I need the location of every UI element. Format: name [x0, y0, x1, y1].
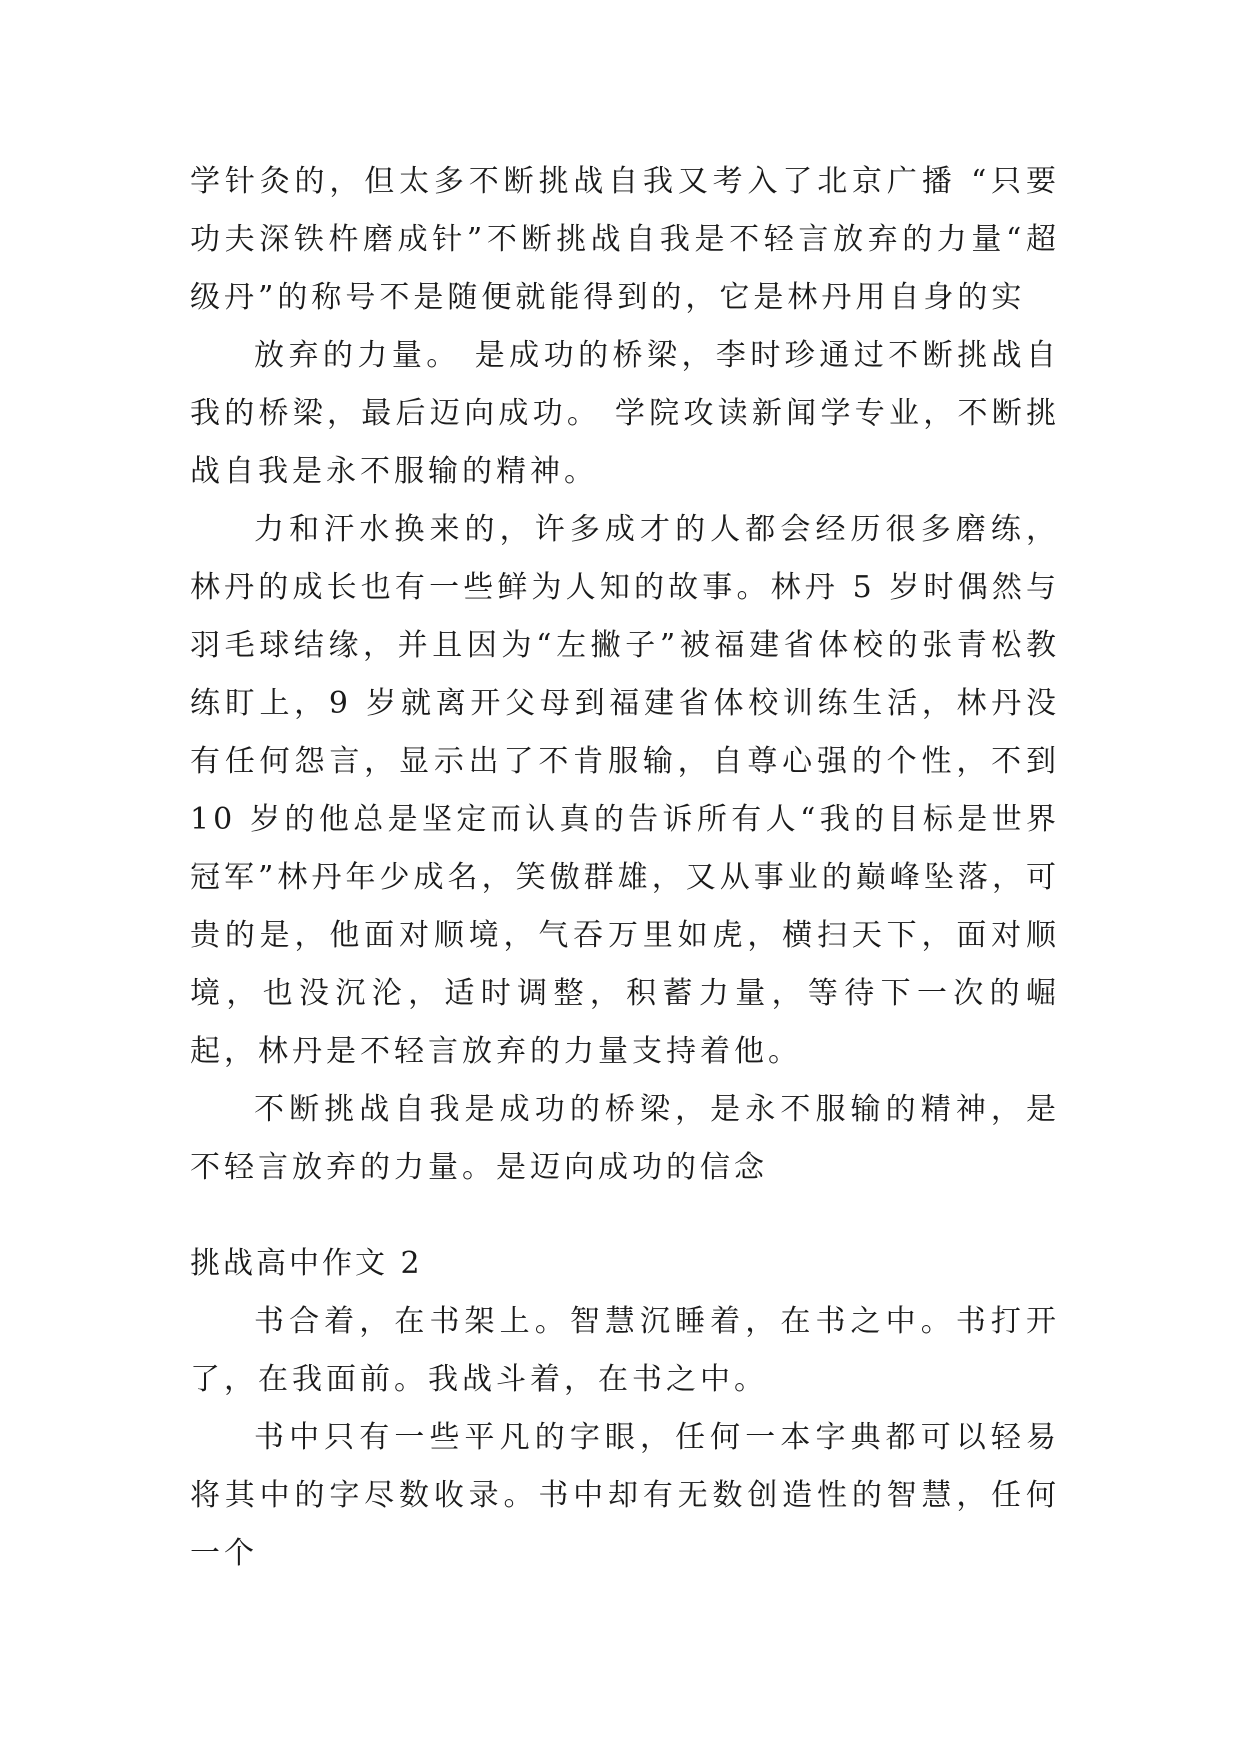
paragraph: 学针灸的，但太多不断挑战自我又考入了北京广播 “只要功夫深铁杵磨成针”不断挑战自我是不轻言放弃的力量“超级丹”的称号不是随便就能得到的，它是林丹用自身的实 — [190, 164, 1060, 315]
section-heading: 挑战高中作文 2 — [190, 1246, 423, 1281]
paragraph: 不断挑战自我是成功的桥梁，是永不服输的精神，是不轻言放弃的力量。是迈向成功的信念 — [190, 1092, 1060, 1185]
paragraph: 书合着，在书架上。智慧沉睡着，在书之中。书打开了，在我面前。我战斗着，在书之中。 — [190, 1304, 1060, 1397]
document-body — [190, 153, 1060, 1583]
paragraph: 书中只有一些平凡的字眼，任何一本字典都可以轻易将其中的字尽数收录。书中却有无数创造性的智慧，任何一个 — [190, 1420, 1060, 1571]
paragraph: 力和汗水换来的，许多成才的人都会经历很多磨练，林丹的成长也有一些鲜为人知的故事。林丹 5 岁时偶然与羽毛球结缘，并且因为“左撇子”被福建省体校的张青松教练盯上，9 岁就离开父母到福建省体校训练生活，林丹没有任何怨言，显示出了不肯服输，自尊心强的个性，不到 10 岁的他总是坚定而认真的告诉所有人“我的目标是世界冠军”林丹年少成名，笑傲群雄，又从事业的巅峰坠落，可贵的是，他面对顺境，气吞万里如虎，横扫天下，面对顺境，也没沉沦，适时调整，积蓄力量，等待下一次的崛起，林丹是不轻言放弃的力量支持着他。 — [190, 512, 1060, 1069]
paragraph: 放弃的力量。 是成功的桥梁，李时珍通过不断挑战自我的桥梁，最后迈向成功。 学院攻读新闻学专业，不断挑战自我是永不服输的精神。 — [190, 338, 1060, 489]
